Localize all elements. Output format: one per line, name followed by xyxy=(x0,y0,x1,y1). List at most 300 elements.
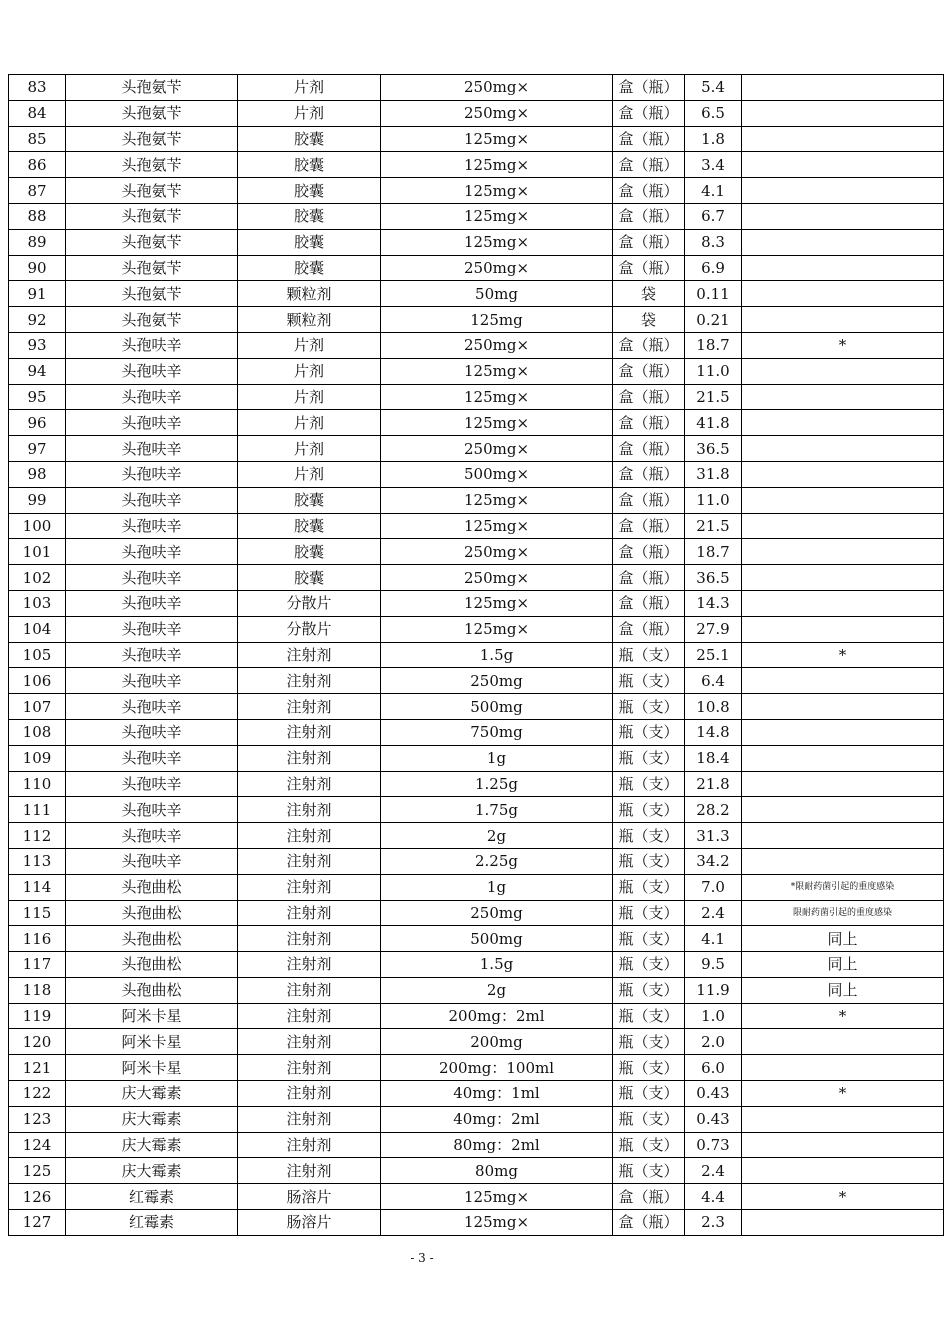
table-row xyxy=(9,694,944,720)
row-number-cell: 100 xyxy=(9,513,66,539)
table-row xyxy=(9,307,944,333)
package-unit-cell: 袋 xyxy=(613,281,685,307)
remark-cell xyxy=(742,823,944,849)
package-unit-cell: 盒（瓶） xyxy=(613,152,685,178)
remark-cell: 同上 xyxy=(742,926,944,952)
table-row xyxy=(9,771,944,797)
specification-cell: 500mg xyxy=(381,694,613,720)
drug-name-cell: 阿米卡星 xyxy=(66,1029,238,1055)
price-cell: 5.4 xyxy=(685,75,742,101)
table-row xyxy=(9,590,944,616)
table-row xyxy=(9,100,944,126)
row-number-cell: 94 xyxy=(9,358,66,384)
package-unit-cell: 瓶（支） xyxy=(613,1081,685,1107)
price-cell: 3.4 xyxy=(685,152,742,178)
price-cell: 6.9 xyxy=(685,255,742,281)
package-unit-cell: 袋 xyxy=(613,307,685,333)
specification-cell: 125mg× xyxy=(381,203,613,229)
remark-cell xyxy=(742,590,944,616)
price-cell: 0.43 xyxy=(685,1081,742,1107)
remark-cell: * xyxy=(742,1081,944,1107)
price-cell: 11.9 xyxy=(685,977,742,1003)
dosage-form-cell: 片剂 xyxy=(238,75,381,101)
package-unit-cell: 瓶（支） xyxy=(613,823,685,849)
table-row xyxy=(9,926,944,952)
drug-name-cell: 头孢呋辛 xyxy=(66,332,238,358)
specification-cell: 200mg：100ml xyxy=(381,1055,613,1081)
table-row xyxy=(9,539,944,565)
row-number-cell: 122 xyxy=(9,1081,66,1107)
specification-cell: 125mg× xyxy=(381,229,613,255)
remark-cell xyxy=(742,513,944,539)
package-unit-cell: 盒（瓶） xyxy=(613,75,685,101)
specification-cell: 125mg× xyxy=(381,410,613,436)
dosage-form-cell: 胶囊 xyxy=(238,487,381,513)
package-unit-cell: 瓶（支） xyxy=(613,1055,685,1081)
specification-cell: 500mg xyxy=(381,926,613,952)
drug-name-cell: 头孢氨苄 xyxy=(66,152,238,178)
package-unit-cell: 盒（瓶） xyxy=(613,539,685,565)
drug-name-cell: 头孢呋辛 xyxy=(66,694,238,720)
table-row xyxy=(9,513,944,539)
price-cell: 2.4 xyxy=(685,1158,742,1184)
remark-cell xyxy=(742,384,944,410)
package-unit-cell: 瓶（支） xyxy=(613,771,685,797)
table-row xyxy=(9,797,944,823)
price-cell: 0.43 xyxy=(685,1106,742,1132)
remark-cell: * xyxy=(742,642,944,668)
package-unit-cell: 瓶（支） xyxy=(613,1132,685,1158)
dosage-form-cell: 胶囊 xyxy=(238,178,381,204)
remark-cell xyxy=(742,487,944,513)
drug-name-cell: 头孢曲松 xyxy=(66,952,238,978)
table-row xyxy=(9,358,944,384)
table-row xyxy=(9,410,944,436)
package-unit-cell: 瓶（支） xyxy=(613,926,685,952)
drug-name-cell: 头孢氨苄 xyxy=(66,307,238,333)
package-unit-cell: 瓶（支） xyxy=(613,797,685,823)
table-row xyxy=(9,255,944,281)
table-row xyxy=(9,229,944,255)
table-row xyxy=(9,1158,944,1184)
package-unit-cell: 盒（瓶） xyxy=(613,126,685,152)
price-cell: 0.73 xyxy=(685,1132,742,1158)
package-unit-cell: 盒（瓶） xyxy=(613,332,685,358)
package-unit-cell: 盒（瓶） xyxy=(613,513,685,539)
price-cell: 2.0 xyxy=(685,1029,742,1055)
table-row xyxy=(9,1081,944,1107)
specification-cell: 2g xyxy=(381,823,613,849)
price-cell: 18.7 xyxy=(685,332,742,358)
row-number-cell: 108 xyxy=(9,719,66,745)
row-number-cell: 84 xyxy=(9,100,66,126)
remark-cell: *限耐药菌引起的重度感染 xyxy=(742,874,944,900)
remark-cell xyxy=(742,539,944,565)
table-row xyxy=(9,1029,944,1055)
table-row xyxy=(9,823,944,849)
dosage-form-cell: 注射剂 xyxy=(238,977,381,1003)
dosage-form-cell: 胶囊 xyxy=(238,513,381,539)
price-cell: 4.4 xyxy=(685,1184,742,1210)
table-row xyxy=(9,952,944,978)
package-unit-cell: 盒（瓶） xyxy=(613,358,685,384)
price-cell: 31.8 xyxy=(685,461,742,487)
remark-cell xyxy=(742,668,944,694)
remark-cell xyxy=(742,436,944,462)
price-cell: 21.8 xyxy=(685,771,742,797)
dosage-form-cell: 注射剂 xyxy=(238,1158,381,1184)
specification-cell: 250mg xyxy=(381,668,613,694)
price-cell: 8.3 xyxy=(685,229,742,255)
row-number-cell: 116 xyxy=(9,926,66,952)
row-number-cell: 106 xyxy=(9,668,66,694)
package-unit-cell: 瓶（支） xyxy=(613,1158,685,1184)
remark-cell xyxy=(742,152,944,178)
table-row xyxy=(9,616,944,642)
row-number-cell: 127 xyxy=(9,1210,66,1236)
drug-name-cell: 头孢呋辛 xyxy=(66,642,238,668)
specification-cell: 80mg：2ml xyxy=(381,1132,613,1158)
table-row xyxy=(9,126,944,152)
drug-name-cell: 头孢呋辛 xyxy=(66,436,238,462)
dosage-form-cell: 注射剂 xyxy=(238,694,381,720)
price-cell: 2.4 xyxy=(685,900,742,926)
dosage-form-cell: 注射剂 xyxy=(238,745,381,771)
drug-name-cell: 头孢呋辛 xyxy=(66,410,238,436)
row-number-cell: 88 xyxy=(9,203,66,229)
specification-cell: 250mg xyxy=(381,900,613,926)
remark-cell xyxy=(742,1029,944,1055)
remark-cell xyxy=(742,281,944,307)
package-unit-cell: 瓶（支） xyxy=(613,1003,685,1029)
table-row xyxy=(9,203,944,229)
specification-cell: 125mg× xyxy=(381,513,613,539)
row-number-cell: 109 xyxy=(9,745,66,771)
remark-cell xyxy=(742,461,944,487)
drug-name-cell: 红霉素 xyxy=(66,1210,238,1236)
table-row xyxy=(9,668,944,694)
price-cell: 31.3 xyxy=(685,823,742,849)
price-cell: 18.4 xyxy=(685,745,742,771)
remark-cell xyxy=(742,1055,944,1081)
remark-cell xyxy=(742,1210,944,1236)
price-cell: 0.11 xyxy=(685,281,742,307)
price-cell: 10.8 xyxy=(685,694,742,720)
specification-cell: 50mg xyxy=(381,281,613,307)
table-row xyxy=(9,565,944,591)
table-row xyxy=(9,1210,944,1236)
drug-name-cell: 阿米卡星 xyxy=(66,1055,238,1081)
drug-name-cell: 头孢曲松 xyxy=(66,874,238,900)
dosage-form-cell: 注射剂 xyxy=(238,1003,381,1029)
specification-cell: 1.75g xyxy=(381,797,613,823)
remark-cell xyxy=(742,255,944,281)
package-unit-cell: 瓶（支） xyxy=(613,668,685,694)
remark-cell xyxy=(742,771,944,797)
drug-name-cell: 头孢呋辛 xyxy=(66,616,238,642)
package-unit-cell: 盒（瓶） xyxy=(613,410,685,436)
dosage-form-cell: 胶囊 xyxy=(238,539,381,565)
drug-name-cell: 头孢氨苄 xyxy=(66,281,238,307)
table-row xyxy=(9,384,944,410)
specification-cell: 125mg× xyxy=(381,487,613,513)
drug-name-cell: 头孢呋辛 xyxy=(66,487,238,513)
package-unit-cell: 瓶（支） xyxy=(613,1029,685,1055)
remark-cell xyxy=(742,1132,944,1158)
table-row xyxy=(9,874,944,900)
specification-cell: 250mg× xyxy=(381,100,613,126)
remark-cell xyxy=(742,410,944,436)
dosage-form-cell: 片剂 xyxy=(238,100,381,126)
package-unit-cell: 瓶（支） xyxy=(613,694,685,720)
package-unit-cell: 盒（瓶） xyxy=(613,229,685,255)
table-row xyxy=(9,745,944,771)
table-row xyxy=(9,436,944,462)
price-cell: 36.5 xyxy=(685,436,742,462)
drug-name-cell: 头孢呋辛 xyxy=(66,848,238,874)
table-row xyxy=(9,487,944,513)
dosage-form-cell: 片剂 xyxy=(238,410,381,436)
remark-cell xyxy=(742,719,944,745)
specification-cell: 250mg× xyxy=(381,75,613,101)
package-unit-cell: 盒（瓶） xyxy=(613,100,685,126)
price-cell: 6.4 xyxy=(685,668,742,694)
drug-name-cell: 头孢呋辛 xyxy=(66,513,238,539)
row-number-cell: 126 xyxy=(9,1184,66,1210)
dosage-form-cell: 胶囊 xyxy=(238,203,381,229)
table-row xyxy=(9,977,944,1003)
specification-cell: 250mg× xyxy=(381,255,613,281)
dosage-form-cell: 注射剂 xyxy=(238,797,381,823)
specification-cell: 250mg× xyxy=(381,332,613,358)
row-number-cell: 112 xyxy=(9,823,66,849)
dosage-form-cell: 注射剂 xyxy=(238,1106,381,1132)
table-row xyxy=(9,900,944,926)
row-number-cell: 92 xyxy=(9,307,66,333)
specification-cell: 200mg xyxy=(381,1029,613,1055)
specification-cell: 1g xyxy=(381,874,613,900)
price-cell: 0.21 xyxy=(685,307,742,333)
specification-cell: 250mg× xyxy=(381,436,613,462)
specification-cell: 125mg× xyxy=(381,126,613,152)
drug-name-cell: 头孢呋辛 xyxy=(66,358,238,384)
table-row xyxy=(9,281,944,307)
price-cell: 14.3 xyxy=(685,590,742,616)
package-unit-cell: 瓶（支） xyxy=(613,848,685,874)
remark-cell xyxy=(742,616,944,642)
remark-cell xyxy=(742,358,944,384)
specification-cell: 2.25g xyxy=(381,848,613,874)
price-cell: 34.2 xyxy=(685,848,742,874)
dosage-form-cell: 注射剂 xyxy=(238,848,381,874)
price-cell: 36.5 xyxy=(685,565,742,591)
remark-cell xyxy=(742,307,944,333)
specification-cell: 200mg：2ml xyxy=(381,1003,613,1029)
dosage-form-cell: 注射剂 xyxy=(238,668,381,694)
specification-cell: 2g xyxy=(381,977,613,1003)
price-cell: 25.1 xyxy=(685,642,742,668)
remark-cell xyxy=(742,75,944,101)
remark-cell xyxy=(742,848,944,874)
row-number-cell: 110 xyxy=(9,771,66,797)
remark-cell xyxy=(742,203,944,229)
table-row xyxy=(9,332,944,358)
price-cell: 18.7 xyxy=(685,539,742,565)
remark-cell xyxy=(742,178,944,204)
row-number-cell: 124 xyxy=(9,1132,66,1158)
specification-cell: 125mg× xyxy=(381,1184,613,1210)
dosage-form-cell: 注射剂 xyxy=(238,926,381,952)
row-number-cell: 105 xyxy=(9,642,66,668)
specification-cell: 125mg× xyxy=(381,178,613,204)
remark-cell xyxy=(742,1158,944,1184)
row-number-cell: 89 xyxy=(9,229,66,255)
dosage-form-cell: 注射剂 xyxy=(238,719,381,745)
table-row xyxy=(9,1003,944,1029)
row-number-cell: 87 xyxy=(9,178,66,204)
price-cell: 21.5 xyxy=(685,384,742,410)
package-unit-cell: 盒（瓶） xyxy=(613,436,685,462)
remark-cell xyxy=(742,694,944,720)
row-number-cell: 102 xyxy=(9,565,66,591)
drug-name-cell: 庆大霉素 xyxy=(66,1106,238,1132)
specification-cell: 125mg× xyxy=(381,358,613,384)
drug-name-cell: 头孢曲松 xyxy=(66,900,238,926)
remark-cell xyxy=(742,1106,944,1132)
specification-cell: 125mg xyxy=(381,307,613,333)
drug-name-cell: 头孢曲松 xyxy=(66,926,238,952)
row-number-cell: 103 xyxy=(9,590,66,616)
drug-name-cell: 红霉素 xyxy=(66,1184,238,1210)
table-row xyxy=(9,1106,944,1132)
dosage-form-cell: 注射剂 xyxy=(238,823,381,849)
dosage-form-cell: 片剂 xyxy=(238,436,381,462)
package-unit-cell: 瓶（支） xyxy=(613,874,685,900)
row-number-cell: 101 xyxy=(9,539,66,565)
row-number-cell: 99 xyxy=(9,487,66,513)
package-unit-cell: 瓶（支） xyxy=(613,1106,685,1132)
table-row xyxy=(9,1055,944,1081)
dosage-form-cell: 胶囊 xyxy=(238,152,381,178)
row-number-cell: 114 xyxy=(9,874,66,900)
price-cell: 4.1 xyxy=(685,926,742,952)
drug-name-cell: 头孢呋辛 xyxy=(66,719,238,745)
table-row xyxy=(9,719,944,745)
drug-name-cell: 庆大霉素 xyxy=(66,1081,238,1107)
dosage-form-cell: 注射剂 xyxy=(238,1081,381,1107)
specification-cell: 40mg：2ml xyxy=(381,1106,613,1132)
package-unit-cell: 盒（瓶） xyxy=(613,616,685,642)
specification-cell: 250mg× xyxy=(381,565,613,591)
price-cell: 7.0 xyxy=(685,874,742,900)
dosage-form-cell: 片剂 xyxy=(238,358,381,384)
package-unit-cell: 瓶（支） xyxy=(613,977,685,1003)
remark-cell xyxy=(742,229,944,255)
specification-cell: 125mg× xyxy=(381,590,613,616)
row-number-cell: 85 xyxy=(9,126,66,152)
package-unit-cell: 盒（瓶） xyxy=(613,203,685,229)
drug-name-cell: 头孢呋辛 xyxy=(66,590,238,616)
dosage-form-cell: 注射剂 xyxy=(238,1055,381,1081)
package-unit-cell: 瓶（支） xyxy=(613,900,685,926)
drug-name-cell: 头孢氨苄 xyxy=(66,75,238,101)
drug-name-cell: 头孢氨苄 xyxy=(66,229,238,255)
table-row xyxy=(9,642,944,668)
page-number: - 3 - xyxy=(410,1251,434,1265)
specification-cell: 80mg xyxy=(381,1158,613,1184)
dosage-form-cell: 分散片 xyxy=(238,616,381,642)
price-cell: 2.3 xyxy=(685,1210,742,1236)
row-number-cell: 98 xyxy=(9,461,66,487)
dosage-form-cell: 颗粒剂 xyxy=(238,307,381,333)
specification-cell: 125mg× xyxy=(381,616,613,642)
table-row xyxy=(9,461,944,487)
row-number-cell: 97 xyxy=(9,436,66,462)
price-cell: 28.2 xyxy=(685,797,742,823)
price-cell: 27.9 xyxy=(685,616,742,642)
specification-cell: 750mg xyxy=(381,719,613,745)
table-body xyxy=(9,75,944,1236)
drug-name-cell: 头孢氨苄 xyxy=(66,126,238,152)
dosage-form-cell: 胶囊 xyxy=(238,126,381,152)
row-number-cell: 86 xyxy=(9,152,66,178)
dosage-form-cell: 胶囊 xyxy=(238,255,381,281)
drug-name-cell: 头孢呋辛 xyxy=(66,565,238,591)
drug-name-cell: 头孢曲松 xyxy=(66,977,238,1003)
dosage-form-cell: 片剂 xyxy=(238,461,381,487)
price-cell: 6.0 xyxy=(685,1055,742,1081)
dosage-form-cell: 片剂 xyxy=(238,332,381,358)
row-number-cell: 93 xyxy=(9,332,66,358)
price-cell: 9.5 xyxy=(685,952,742,978)
specification-cell: 40mg：1ml xyxy=(381,1081,613,1107)
drug-name-cell: 阿米卡星 xyxy=(66,1003,238,1029)
table-row xyxy=(9,75,944,101)
dosage-form-cell: 肠溶片 xyxy=(238,1184,381,1210)
remark-cell xyxy=(742,126,944,152)
price-cell: 11.0 xyxy=(685,487,742,513)
package-unit-cell: 瓶（支） xyxy=(613,745,685,771)
remark-cell xyxy=(742,745,944,771)
row-number-cell: 118 xyxy=(9,977,66,1003)
dosage-form-cell: 肠溶片 xyxy=(238,1210,381,1236)
row-number-cell: 107 xyxy=(9,694,66,720)
drug-name-cell: 头孢氨苄 xyxy=(66,178,238,204)
price-cell: 41.8 xyxy=(685,410,742,436)
dosage-form-cell: 注射剂 xyxy=(238,900,381,926)
table-row xyxy=(9,1132,944,1158)
price-cell: 21.5 xyxy=(685,513,742,539)
specification-cell: 1g xyxy=(381,745,613,771)
package-unit-cell: 盒（瓶） xyxy=(613,178,685,204)
drug-price-table xyxy=(8,74,944,1236)
dosage-form-cell: 注射剂 xyxy=(238,1029,381,1055)
drug-name-cell: 头孢呋辛 xyxy=(66,461,238,487)
row-number-cell: 111 xyxy=(9,797,66,823)
remark-cell: * xyxy=(742,332,944,358)
price-cell: 6.7 xyxy=(685,203,742,229)
price-cell: 6.5 xyxy=(685,100,742,126)
row-number-cell: 125 xyxy=(9,1158,66,1184)
package-unit-cell: 瓶（支） xyxy=(613,952,685,978)
dosage-form-cell: 片剂 xyxy=(238,384,381,410)
row-number-cell: 119 xyxy=(9,1003,66,1029)
specification-cell: 1.5g xyxy=(381,952,613,978)
specification-cell: 125mg× xyxy=(381,152,613,178)
package-unit-cell: 盒（瓶） xyxy=(613,461,685,487)
dosage-form-cell: 颗粒剂 xyxy=(238,281,381,307)
dosage-form-cell: 注射剂 xyxy=(238,771,381,797)
